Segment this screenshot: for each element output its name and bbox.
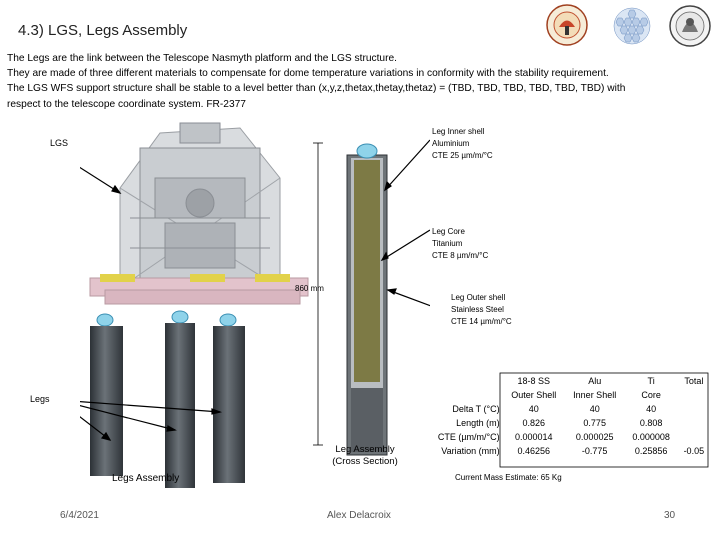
inner-shell-line: CTE 25 µm/m/°C (432, 151, 493, 160)
table-cell (420, 388, 503, 402)
outer-shell-line: CTE 14 µm/m/°C (451, 317, 512, 326)
cross-section-caption-line1: Leg Assembly (335, 444, 395, 455)
mass-estimate: Current Mass Estimate: 65 Kg (455, 473, 562, 482)
legs-assembly-caption: Legs Assembly (112, 473, 180, 484)
leg-section (347, 144, 387, 455)
materials-table (420, 374, 710, 458)
table-cell: Alu (588, 376, 602, 386)
table-header-row (420, 388, 710, 402)
table-row (420, 430, 710, 444)
table-cell: 40 (589, 404, 600, 414)
leg-pillars (90, 323, 245, 488)
lgs-base-plate (90, 274, 308, 304)
table-cell: Core (641, 390, 661, 400)
table-cell (420, 374, 503, 388)
table-cell: 40 (646, 404, 657, 414)
core-line: CTE 8 µm/m/°C (432, 251, 489, 260)
paragraph-line: They are made of three different materials to compensate for dome temperature variations in conformity with the stability requirement. (7, 68, 609, 80)
table-cell: 0.25856 (634, 446, 668, 456)
table-header-row (420, 374, 710, 388)
table-cell: 0.808 (639, 418, 663, 428)
table-row-header: Length (m) (456, 418, 500, 428)
inner-shell-line: Aluminium (432, 139, 470, 148)
lgs-label: LGS (50, 138, 69, 148)
body-text (7, 51, 707, 112)
leg-cross-section-drawing (310, 135, 430, 465)
mirror-segments-logo (614, 8, 650, 44)
table-cell: 0.000008 (632, 432, 670, 442)
section-arrows (382, 140, 430, 313)
table-cell: Total (684, 376, 704, 386)
table-cell: 18-8 SS (517, 376, 550, 386)
core-line: Titanium (432, 239, 463, 248)
table-cell: -0.775 (581, 446, 608, 456)
page-number: 30 (664, 510, 676, 521)
paragraph-line: The LGS WFS support structure shall be stable to a level better than (x,y,z,thetax,thetay,thetaz) = (TBD, TBD, TBD, TBD, TBD, TBD) with (7, 83, 626, 95)
outer-shell-line: Leg Outer shell (451, 293, 506, 302)
page-title: 4.3) LGS, Legs Assembly (18, 22, 188, 39)
outer-shell-label (451, 292, 512, 328)
core-line: Leg Core (432, 227, 465, 236)
footer-author: Alex Delacroix (327, 510, 391, 521)
seal-logo-1 (547, 5, 587, 45)
paragraph-line: respect to the telescope coordinate system. FR-2377 (7, 98, 246, 110)
table-row-header: Delta T (°C) (452, 404, 500, 414)
table-row-header: Variation (mm) (441, 446, 500, 456)
table-cell (678, 416, 710, 430)
institution-logos (540, 2, 715, 50)
table-cell: -0.05 (683, 446, 705, 456)
table-cell (678, 402, 710, 416)
table-cell: Ti (647, 376, 655, 386)
lgs-structure-drawing (80, 118, 310, 488)
cross-section-caption (330, 444, 400, 468)
table-cell: Inner Shell (573, 390, 617, 400)
inner-shell-label (432, 126, 493, 162)
table-cell: 0.46256 (517, 446, 550, 456)
cross-section-caption-line2: (Cross Section) (332, 456, 398, 467)
table-row-header: CTE (µm/m/°C) (437, 432, 500, 442)
paragraph-line: The Legs are the link between the Telescope Nasmyth platform and the LGS structure. (7, 53, 397, 64)
table-row (420, 416, 710, 430)
outer-shell-line: Stainless Steel (451, 305, 504, 314)
table-cell: 0.000025 (575, 432, 614, 442)
table-cell: 0.826 (522, 418, 545, 428)
table-cell (678, 388, 710, 402)
seal-logo-2 (670, 6, 710, 46)
legs-label: Legs (30, 394, 50, 404)
table-row (420, 402, 710, 416)
table-row (420, 444, 710, 458)
table-cell: Outer Shell (511, 390, 557, 400)
table-cell (678, 430, 710, 444)
table-cell: 40 (528, 404, 539, 414)
table-cell: 0.000014 (514, 432, 553, 442)
dimension-label: 860 mm (295, 284, 324, 293)
table-cell: 0.775 (583, 418, 606, 428)
lgs-frame (120, 123, 280, 288)
inner-shell-line: Leg Inner shell (432, 127, 485, 136)
footer-date: 6/4/2021 (60, 510, 99, 521)
core-label (432, 226, 488, 262)
